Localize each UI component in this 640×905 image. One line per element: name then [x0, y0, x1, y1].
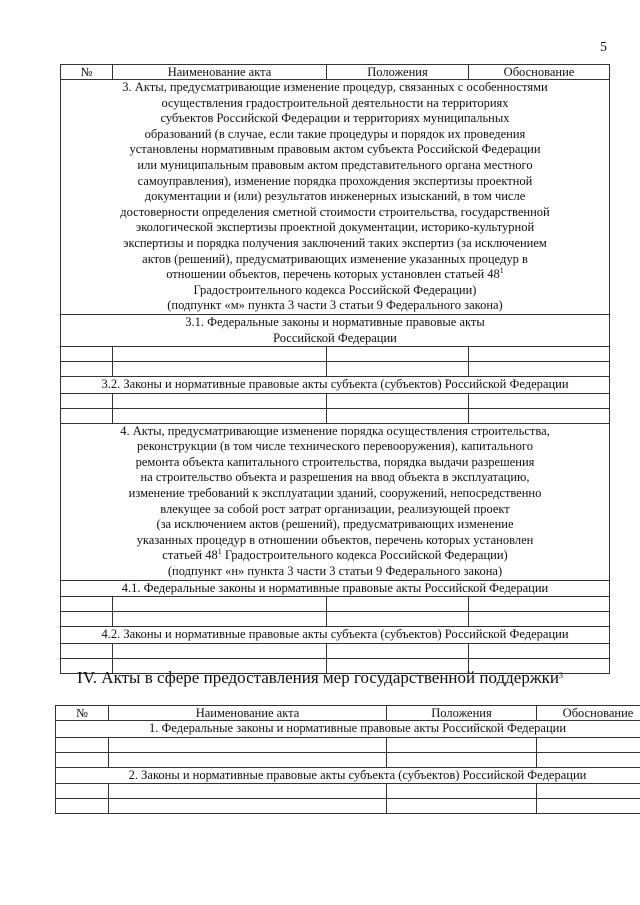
- table-row: [61, 612, 610, 627]
- section-3-heading: 3. Акты, предусматривающие изменение процедур, связанных с особенностями осуществления градостроительной деятельности на территориях субъектов Российской Федерации и территориях муниципальных образований (в случае, если такие процедуры и порядок их проведения установлены нормативным правовым актом субъекта Российской Федерации или муниципальным правовым актом представительного органа местного самоуправления), изменение порядка прохождения экспертизы проектной документации и (или) результатов инженерных изысканий, в том числе достоверности определения сметной стоимости строительства, государственной экологической экспертизы проектной документации, историко-культурной экспертизы и порядка получения заключений таких экспертиз (за исключением актов (решений), предусматривающих изменение указанных процедур в отношении объектов, перечень которых установлен статьей $48^1$ Градостроительного кодекса Российской Федерации) (подпункт «м» пункта 3 части 3 статьи 9 Федерального закона): [61, 80, 610, 315]
- subsection-3-1-heading: 3.1. Федеральные законы и нормативные правовые акты Российской Федерации: [61, 314, 610, 346]
- header-number: №: [56, 706, 109, 721]
- table-row: [61, 643, 610, 658]
- table-row: [61, 362, 610, 377]
- header-justification: Обоснование: [469, 65, 610, 80]
- subsection-4-2-heading: 4.2. Законы и нормативные правовые акты субъекта (субъектов) Российской Федерации: [61, 627, 610, 644]
- table-row: [56, 799, 640, 814]
- subsection-4-1-heading: 4.1. Федеральные законы и нормативные правовые акты Российской Федерации: [61, 580, 610, 597]
- acts-table-state-support: [55, 705, 640, 814]
- section-4-heading: 4. Акты, предусматривающие изменение порядка осуществления строительства, реконструкции (в том числе технического перевооружения), капитального ремонта объекта капитального строительства, порядка выдачи разрешения на строительство объекта и разрешения на ввод объекта в эксплуатацию, изменение требований к эксплуатации зданий, сооружений, непосредственно влекущее за собой рост затрат организации, реализующей проект (за исключением актов (решений), предусматривающих изменение указанных процедур в отношении объектов, перечень которых установлен статьей $48^1$ Градостроительного кодекса Российской Федерации) (подпункт «н» пункта 3 части 3 статьи 9 Федерального закона): [61, 423, 610, 580]
- acts-table-procedures: [60, 64, 610, 674]
- header-justification: Обоснование: [537, 706, 640, 721]
- table-row: [61, 408, 610, 423]
- subsection-3-2-heading: 3.2. Законы и нормативные правовые акты субъекта (субъектов) Российской Федерации: [61, 377, 610, 394]
- header-provisions: Положения: [327, 65, 469, 80]
- table-row: [61, 347, 610, 362]
- header-provisions: Положения: [387, 706, 537, 721]
- table-row: [56, 784, 640, 799]
- subsection-1-heading: 1. Федеральные законы и нормативные правовые акты Российской Федерации: [56, 721, 640, 738]
- section-iv-title: IV. Акты в сфере предоставления мер государственной поддержки$^3$: [77, 668, 563, 687]
- header-act-name: Наименование акта: [113, 65, 327, 80]
- page-number: 5: [600, 40, 607, 55]
- table-row: [56, 737, 640, 752]
- table-row: [61, 393, 610, 408]
- subsection-2-heading: 2. Законы и нормативные правовые акты субъекта (субъектов) Российской Федерации: [56, 767, 640, 784]
- table-row: [61, 597, 610, 612]
- table-row: [56, 752, 640, 767]
- header-act-name: Наименование акта: [109, 706, 387, 721]
- table-header-row: [56, 706, 640, 721]
- header-number: №: [61, 65, 113, 80]
- table-header-row: [61, 65, 610, 80]
